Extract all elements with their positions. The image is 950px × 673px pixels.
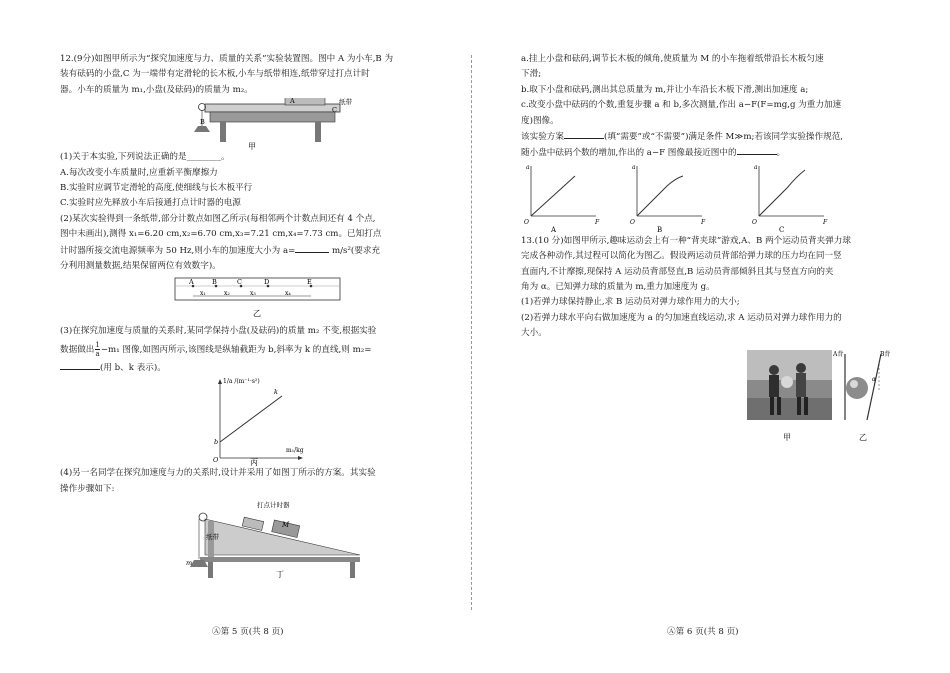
figure-ding bbox=[60, 497, 455, 579]
af-graphs bbox=[521, 162, 901, 234]
q3-text-a: 数据做出 bbox=[60, 344, 95, 355]
x-axis-label: m₁/kg bbox=[286, 447, 304, 455]
paper-tape-label: 纸带 bbox=[206, 533, 219, 542]
answer-blank[interactable] bbox=[737, 145, 777, 155]
step-b: b.取下小盘和砝码,测出其总质量为 m,并让小车沿长木板下滑,测出加速度 a; bbox=[521, 84, 809, 95]
q13-figures bbox=[521, 348, 901, 448]
figure-jia bbox=[60, 98, 455, 150]
af-graph-options bbox=[521, 162, 901, 234]
incline-apparatus-diagram bbox=[60, 497, 455, 579]
q4-text: (4)另一名同学在探究加速度与力的关系时,设计并采用了如图丁所示的方案。其实验 bbox=[60, 468, 376, 479]
q3-text bbox=[60, 360, 455, 376]
graph-label: C bbox=[779, 225, 785, 234]
q3-text-c: (用 b、k 表示)。 bbox=[100, 362, 166, 373]
page-footer-left: Ⓐ第 5 页(共 8 页) bbox=[212, 627, 284, 637]
q1-stem: (1)关于本实验,下列说法正确的是________。 bbox=[60, 152, 230, 163]
inverse-a-m1-graph bbox=[60, 376, 455, 466]
figure-bing bbox=[60, 376, 455, 466]
figure-caption: 甲 bbox=[783, 432, 791, 442]
figure-caption: 甲 bbox=[248, 142, 256, 151]
q3-text-b: −m₁ 图像,如图丙所示,该图线是纵轴截距为 b,斜率为 k 的直线,则 m₂= bbox=[100, 344, 372, 355]
conclusion-b: (填“需要”或“不需要”)满足条件 M≫m;若该同学实验操作规范, bbox=[603, 132, 844, 143]
graph-label: A bbox=[551, 225, 557, 234]
label-b: B bbox=[200, 118, 205, 127]
ball-between-backs-diagram bbox=[832, 350, 890, 420]
axis-o: O bbox=[524, 218, 529, 226]
figure-caption: 乙 bbox=[859, 432, 867, 442]
q1-option-b: B.实验时应调节定滑轮的高度,使细线与长木板平行 bbox=[60, 183, 253, 194]
tape-point-a: A bbox=[189, 278, 194, 287]
intercept-label: b bbox=[214, 438, 219, 447]
paper-tape-label: 纸带 bbox=[339, 98, 352, 107]
axis-f: F bbox=[595, 218, 600, 226]
axis-a: a bbox=[754, 163, 758, 171]
q13-stem: 直面内,不计摩擦,现保持 A 运动员背部竖直,B 运动员背部倾斜且其与竖直方向的夹 bbox=[521, 266, 834, 277]
axis-f: F bbox=[823, 218, 828, 226]
q3-text bbox=[60, 340, 455, 360]
conclusion-a: 该实验方案 bbox=[521, 132, 564, 143]
tape-point-d: D bbox=[264, 278, 270, 287]
conclusion-c: 随小盘中砝码个数的增加,作出的 a−F 图像最接近图中的 bbox=[521, 148, 737, 159]
origin-label: O bbox=[213, 456, 219, 465]
q2-text: (2)某次实验得到一条纸带,部分计数点如图乙所示(每相邻两个计数点间还有 4 个点, bbox=[60, 213, 376, 224]
q1-option-c: C.实验时应先释放小车后接通打点计时器的电源 bbox=[60, 198, 241, 209]
graph-option-b[interactable] bbox=[630, 164, 706, 234]
left-page bbox=[60, 52, 455, 579]
fraction-den: a bbox=[95, 349, 100, 358]
mass-big-label: M bbox=[282, 521, 290, 530]
figure-caption: 丁 bbox=[276, 570, 284, 580]
axis-o: O bbox=[630, 218, 635, 226]
figure-caption: 乙 bbox=[253, 309, 261, 319]
game-photo bbox=[747, 350, 832, 420]
page-divider bbox=[471, 55, 472, 610]
q13-sub1: (1)若弹力球保持静止,求 B 运动员对弹力球作用力的大小; bbox=[521, 297, 740, 308]
step-c: 度)图像。 bbox=[521, 115, 559, 126]
y-axis-label: 1/a /(m⁻¹·s²) bbox=[223, 378, 260, 386]
graph-label: B bbox=[657, 225, 663, 234]
graph-option-c[interactable] bbox=[752, 164, 828, 234]
tape-x3: x₃ bbox=[250, 290, 256, 298]
fraction-num: 1 bbox=[95, 340, 100, 349]
timer-label: 打点计时器 bbox=[257, 501, 290, 510]
answer-blank[interactable] bbox=[295, 243, 329, 253]
tape-point-e: E bbox=[307, 278, 312, 287]
mass-small-label: m bbox=[186, 559, 193, 568]
conclusion-text bbox=[521, 145, 901, 161]
tape-x4: x₄ bbox=[285, 290, 291, 298]
q13-stem: 角为 α。已知弹力球的质量为 m,重力加速度为 g。 bbox=[521, 282, 715, 293]
step-c: c.改变小盘中砝码的个数,重复步骤 a 和 b,多次测量,作出 a−F(F=mg,g 为重力加速 bbox=[521, 100, 842, 111]
axis-a: a bbox=[632, 163, 636, 171]
q2-text bbox=[60, 243, 455, 259]
q12-stem: 器。小车的质量为 m₁,小盘(及砝码)的质量为 m₂。 bbox=[60, 84, 253, 95]
q13-figure-svg bbox=[521, 348, 901, 448]
axis-o: O bbox=[752, 218, 757, 226]
q2-text-b: m/s²(要求充 bbox=[332, 245, 381, 256]
answer-blank[interactable] bbox=[564, 129, 604, 139]
label-c: C bbox=[332, 106, 337, 115]
graph-option-a[interactable] bbox=[524, 164, 600, 234]
q13-sub2: 大小。 bbox=[521, 328, 547, 339]
tape-point-b: B bbox=[212, 278, 217, 287]
axis-a: a bbox=[526, 163, 530, 171]
q13-sub2: (2)若弹力球水平向右做加速度为 a 的匀加速直线运动,求 A 运动员对弹力球作用力的 bbox=[521, 312, 842, 323]
q2-text-a: 计时器所接交流电源频率为 50 Hz,则小车的加速度大小为 a= bbox=[60, 245, 296, 256]
apparatus-diagram bbox=[60, 98, 455, 150]
paper-tape-diagram bbox=[60, 274, 455, 324]
right-page bbox=[521, 52, 901, 448]
q4-text: 操作步骤如下: bbox=[60, 483, 115, 494]
q2-text: 图中未画出),测得 x₁=6.20 cm,x₂=6.70 cm,x₃=7.21 cm,x₄=7.73 cm。已知打点 bbox=[60, 229, 382, 240]
q2-text: 分利用测量数据,结果保留两位有效数字)。 bbox=[60, 261, 221, 272]
conclusion-d: 。 bbox=[776, 148, 786, 159]
answer-blank[interactable] bbox=[60, 360, 100, 370]
q1-option-a: A.每次改变小车质量时,应重新平衡摩擦力 bbox=[60, 167, 218, 178]
q3-text: (3)在探究加速度与质量的关系时,某同学保持小盘(及砝码)的质量 m₂ 不变,根据实验 bbox=[60, 326, 377, 337]
b-back-label: B背 bbox=[880, 350, 891, 358]
a-back-label: A背 bbox=[833, 350, 844, 358]
figure-yi bbox=[60, 274, 455, 324]
slope-label: k bbox=[274, 388, 278, 397]
q13-stem: 13.(10 分)如图甲所示,趣味运动会上有一种“背夹球”游戏,A、B 两个运动员背夹弹力球 bbox=[521, 235, 851, 246]
q13-stem: 完成各种动作,其过程可以简化为图乙。假设两运动员背部给弹力球的压力均在同一竖 bbox=[521, 251, 842, 262]
label-a: A bbox=[290, 98, 295, 106]
figure-caption: 丙 bbox=[250, 458, 258, 467]
conclusion-text bbox=[521, 129, 901, 145]
step-a: 下滑; bbox=[521, 69, 542, 80]
q12-stem: 装有砝码的小盘,C 为一端带有定滑轮的长木板,小车与纸带相连,纸带穿过打点计时 bbox=[60, 69, 370, 80]
fraction bbox=[95, 341, 99, 358]
q12-stem: 12.(9分)如图甲所示为“探究加速度与力、质量的关系”实验装置图。图中 A 为小车,B 为 bbox=[60, 54, 394, 64]
tape-x2: x₂ bbox=[224, 290, 230, 298]
axis-f: F bbox=[701, 218, 706, 226]
step-a: a.挂上小盘和砝码,调节长木板的倾角,使质量为 M 的小车拖着纸带沿长木板匀速 bbox=[521, 54, 824, 64]
tape-point-c: C bbox=[237, 278, 242, 287]
tape-x1: x₁ bbox=[200, 290, 206, 298]
angle-alpha-label: α bbox=[872, 375, 877, 383]
page-footer-right: Ⓐ第 6 页(共 8 页) bbox=[667, 627, 739, 637]
